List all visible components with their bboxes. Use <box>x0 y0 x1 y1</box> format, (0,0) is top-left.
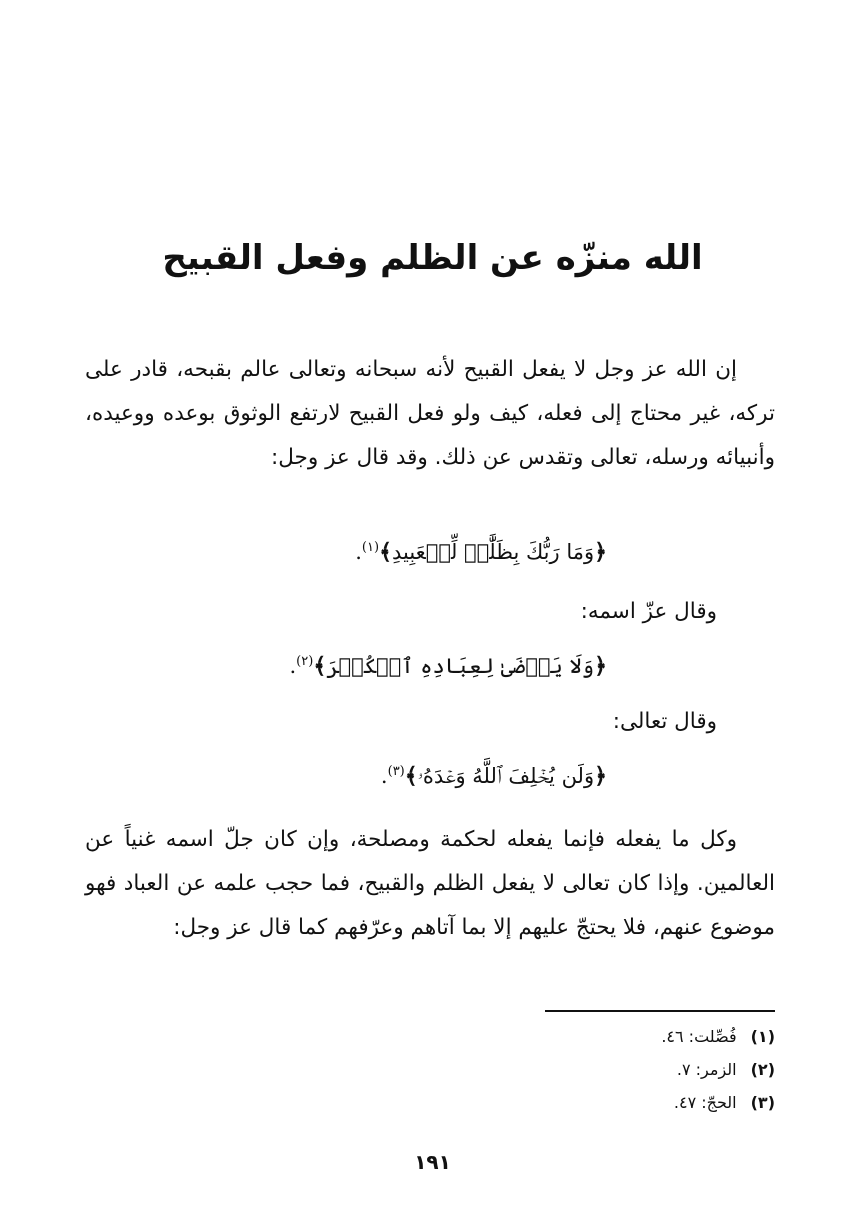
verse-open-bracket: ﴿ <box>594 763 607 789</box>
quran-verse-3 <box>381 750 607 798</box>
footnote-number: (٣) <box>750 1093 775 1112</box>
verse-close-bracket: ﴾ <box>313 653 327 679</box>
verse-open-bracket: ﴿ <box>594 653 607 679</box>
footnote-text: الحجّ: ٤٧. <box>673 1093 737 1112</box>
verse-text: وَمَا رَبُّكَ بِظَلَّٰمٖ لِّلۡعَبِيدِ <box>391 540 595 564</box>
page-number: ١٩١ <box>414 1150 451 1174</box>
verse-close-bracket: ﴾ <box>404 763 418 789</box>
verse-intro-2: وقال عزّ اسمه: <box>580 599 717 624</box>
footnote-marker: (١) <box>361 540 380 555</box>
footnote-marker: (٢) <box>296 654 314 669</box>
footnote-text: الزمر: ٧. <box>676 1060 737 1079</box>
paragraph-1-text: إن الله عز وجل لا يفعل القبيح لأنه سبحانه وتعالى عالم بقبحه، قادر على تركه، غير محتاج إلى فعله، كيف ولو فعل القبيح لارتفع الوثوق بوعده ووعيده، وأنبيائه ورسله، تعالى وتقدس عن ذلك. وقد قال عز وجل: <box>85 357 775 470</box>
paragraph-2-text: وكل ما يفعله فإنما يفعله لحكمة ومصلحة، وإن كان جلّ اسمه غنياً عن العالمين. وإذا كان تعالى لا يفعل الظلم والقبيح، فما حجب علمه عن العباد فهو موضوع عنهم، فلا يحتجّ عليهم إلا بما آتاهم وعرّفهم كما قال عز وجل: <box>85 827 775 940</box>
footnote-item <box>661 1020 775 1053</box>
footnote-number: (٢) <box>750 1060 775 1079</box>
quran-verse-1 <box>355 526 607 574</box>
verse-end: . <box>380 764 388 788</box>
page-title: الله منزّه عن الظلم وفعل القبيح <box>162 238 703 278</box>
verse-close-bracket: ﴾ <box>379 539 392 565</box>
verse-open-bracket: ﴿ <box>594 539 607 565</box>
footnote-marker: (٣) <box>387 764 405 779</box>
verse-text: وَلَن يُخۡلِفَ ٱللَّهُ وَعۡدَهُۥ <box>417 764 595 788</box>
verse-end: . <box>355 540 362 564</box>
verse-intro-3: وقال تعالى: <box>612 709 717 734</box>
verse-end: . <box>289 654 297 678</box>
footnote-separator <box>545 1010 775 1012</box>
footnote-item <box>661 1053 775 1086</box>
verse-text: وَلَا يَرۡضَىٰ لِعِبَادِهِ ٱلۡكُفۡرَ <box>326 654 595 678</box>
quran-verse-2 <box>289 640 607 688</box>
footnote-item <box>661 1086 775 1119</box>
body-paragraph-1 <box>85 348 775 480</box>
body-paragraph-2 <box>85 818 775 950</box>
footnotes-list <box>661 1020 775 1119</box>
footnote-text: فُصِّلت: ٤٦. <box>661 1027 737 1046</box>
footnote-number: (١) <box>750 1027 775 1046</box>
